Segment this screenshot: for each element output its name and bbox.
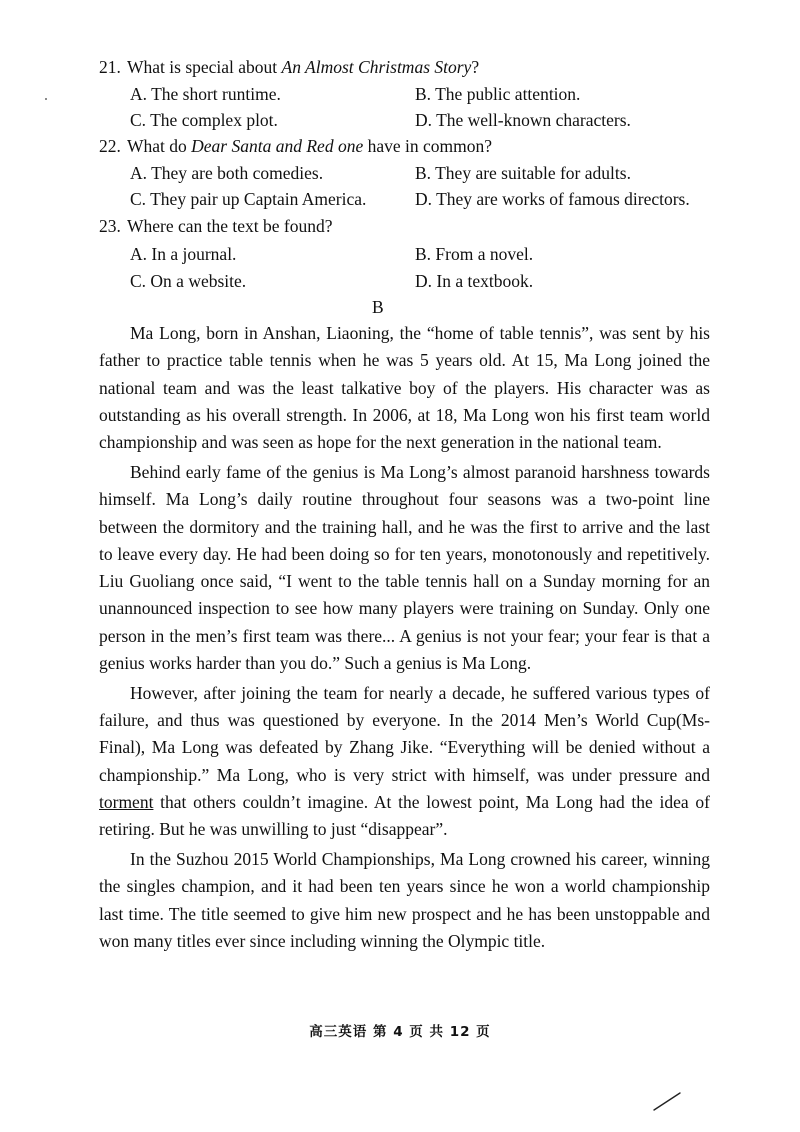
question-text-end: have in common? (363, 136, 492, 156)
question-21-option-d: D. The well-known characters. (415, 110, 631, 130)
question-text: Where can the text be found? (127, 216, 333, 236)
question-title-italic: Dear Santa and Red one (191, 136, 364, 156)
question-22-option-c: C. They pair up Captain America. (130, 189, 367, 209)
paragraph-text-end: that others couldn’t imagine. At the lowest point, Ma Long had the idea of retiring. But he was unwilling to just “disappear”. (99, 792, 710, 840)
question-text: What is special about (127, 57, 282, 77)
question-23-option-d: D. In a textbook. (415, 271, 534, 291)
page-footer: 高三英语 第 4 页 共 12 页 (309, 1024, 491, 1040)
question-number: 22. (99, 136, 121, 156)
question-22-stem (99, 134, 492, 158)
question-23-option-b: B. From a novel. (415, 244, 534, 264)
underlined-word: torment (99, 792, 154, 813)
passage-paragraph-3 (99, 680, 710, 844)
section-heading: B (372, 297, 384, 317)
question-number: 23. (99, 216, 121, 236)
question-title-italic: An Almost Christmas Story (281, 57, 472, 77)
passage-paragraph-1: Ma Long, born in Anshan, Liaoning, the “home of table tennis”, was sent by his father to practice table tennis when he was 5 years old. At 15, Ma Long joined the national team and was the least talkative boy of the players. His character was as outstanding as his overall strength. In 2006, at 18, Ma Long won his first team world championship and was seen as hope for the next generation in the national team. (99, 323, 710, 453)
scan-speck (45, 98, 47, 100)
passage-paragraph-2: Behind early fame of the genius is Ma Long’s almost paranoid harshness towards himself. Ma Long’s daily routine throughout four seasons was a two-point line between the dormitory and the training hall, and he was the first to arrive and the last to leave every day. He had been doing so for ten years, monotonously and repetitively. Liu Guoliang once said, “I went to the table tennis hall on a Sunday morning for an unannounced inspection to see how many players were training on Sunday. Only one person in the men’s first team was there... A genius is not your fear; your fear is that a genius works harder than you do.” Such a genius is Ma Long. (99, 461, 710, 674)
question-text-end: ? (471, 57, 480, 77)
reading-passage (99, 320, 710, 958)
question-23-option-a: A. In a journal. (130, 244, 237, 264)
question-text: What do (127, 136, 192, 156)
question-21-option-a: A. The short runtime. (130, 84, 281, 104)
question-21-stem (99, 55, 479, 79)
question-number: 21. (99, 57, 121, 77)
question-22-option-a: A. They are both comedies. (130, 163, 324, 183)
question-22-option-b: B. They are suitable for adults. (415, 163, 631, 183)
question-21-option-b: B. The public attention. (415, 84, 581, 104)
passage-paragraph-4: In the Suzhou 2015 World Championships, Ma Long crowned his career, winning the singles champion, and it had been ten years since he won a world championship last time. The title seemed to give him new prospect and he has been unstoppable and won many titles ever since including winning the Olympic title. (99, 849, 710, 952)
question-21-option-c: C. The complex plot. (130, 110, 278, 130)
question-23-option-c: C. On a website. (130, 271, 247, 291)
pen-mark-icon (652, 1090, 682, 1112)
question-22-option-d: D. They are works of famous directors. (415, 189, 690, 209)
question-23-stem (99, 214, 333, 238)
paragraph-text: However, after joining the team for nearly a decade, he suffered various types of failure, and thus was questioned by everyone. In the 2014 Men’s World Cup(Ms-Final), Ma Long was defeated by Zhang Jike. “Everything will be denied without a championship.” Ma Long, who is very strict with himself, was under pressure and (99, 682, 710, 785)
